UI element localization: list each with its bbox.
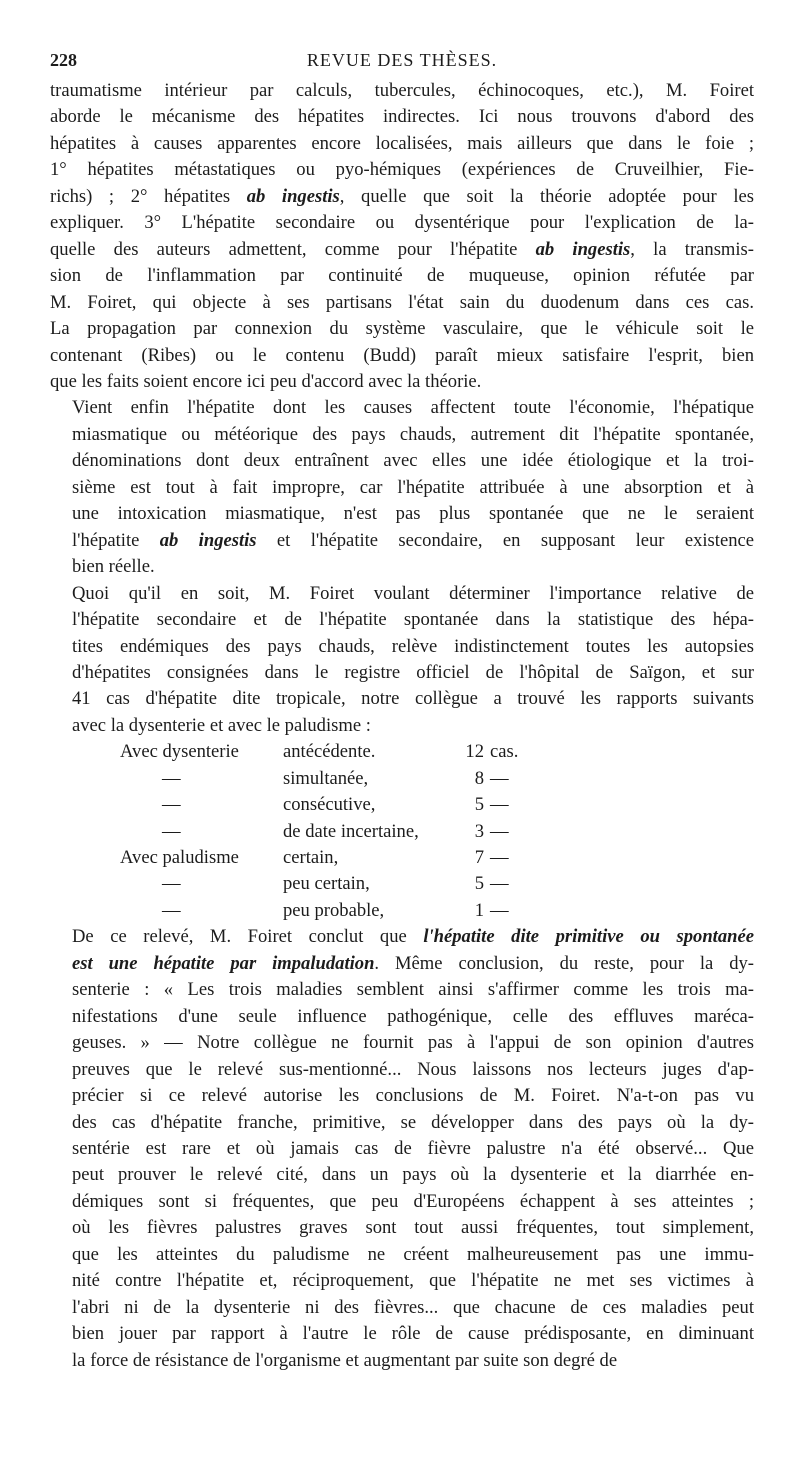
text-line: avec la dysenterie et avec le paludisme : (72, 714, 371, 736)
table-cell: antécédente. (283, 741, 376, 763)
text-line: précier si ce relevé autorise les conclusions de M. Foiret. N'a-t-on pas vu (72, 1085, 754, 1107)
table-cell: Avec paludisme (120, 846, 239, 868)
text-line: nifestations d'une seule influence pathogénique, celle des effluves maréca- (72, 1005, 754, 1027)
table-cell: consécutive, (283, 794, 376, 816)
table-cell: simultanée, (283, 767, 369, 789)
text-line: geuses. » — Notre collègue ne fournit pas à l'appui de son opinion d'autres (72, 1032, 754, 1054)
table-cell: certain, (283, 846, 339, 868)
table-cell: 8 (474, 767, 484, 789)
text-line: dénominations dont deux entraînent avec elles une idée étiologique et la troi- (72, 450, 754, 472)
text-line: preuves que le relevé sus-mentionné... Nous laissons nos lecteurs juges d'ap- (72, 1058, 754, 1080)
text-line: est une hépatite par impaludation. Même conclusion, du reste, pour la dy- (72, 952, 754, 974)
table-cell: peu probable, (283, 899, 385, 921)
text-line: sentérie est rare et où jamais cas de fièvre palustre n'a été observé... Que (72, 1137, 754, 1159)
text-line: aborde le mécanisme des hépatites indirectes. Ici nous trouvons d'abord des (50, 106, 754, 128)
text-line: l'hépatite ab ingestis et l'hépatite secondaire, en supposant leur existence (72, 529, 754, 551)
paragraph-statistics (50, 581, 754, 740)
text-line: miasmatique ou météorique des pays chauds, autrement dit l'hépatite spontanée, (72, 423, 754, 445)
text-line: bien jouer par rapport à l'autre le rôle de cause prédisposante, en diminuant (72, 1323, 754, 1345)
table-cell: — (162, 899, 181, 921)
text-line: nité contre l'hépatite et, réciproquement, que l'hépatite ne met ses victimes à (72, 1270, 754, 1292)
table-cell: Avec dysenterie (120, 741, 239, 763)
table-cell: peu certain, (283, 873, 370, 895)
text-line: 41 cas d'hépatite dite tropicale, notre collègue a trouvé les rapports suivants (72, 688, 754, 710)
table-cell: cas. (490, 741, 519, 763)
text-line: une intoxication miasmatique, n'est pas plus spontanée que ne le seraient (72, 503, 754, 525)
text-line: 1° hépatites métastatiques ou pyo-hémiques (expériences de Cruveilhier, Fie- (50, 159, 754, 181)
table-cell: — (162, 873, 181, 895)
text-line: que les faits soient encore ici peu d'accord avec la théorie. (50, 370, 482, 392)
page (50, 44, 754, 1374)
text-line: traumatisme intérieur par calculs, tubercules, échinocoques, etc.), M. Foiret (50, 80, 754, 101)
running-title: REVUE DES THÈSES. (306, 50, 498, 70)
table-row (50, 847, 754, 873)
text-line: richs) ; 2° hépatites ab ingestis, quelle que soit la théorie adoptée pour les (50, 185, 754, 207)
statistics-table (50, 739, 754, 924)
text-line: sième est tout à fait impropre, car l'hépatite attribuée à une absorption et à (72, 476, 754, 498)
text-line: d'hépatites consignées dans le registre officiel de l'hôpital de Saïgon, et sur (72, 661, 754, 683)
text-line: peut prouver le relevé cité, dans un pays où la dysenterie et la diarrhée en- (72, 1164, 754, 1186)
table-cell: 1 (474, 899, 484, 921)
table-cell: 3 (474, 820, 484, 842)
table-cell: — (490, 846, 509, 868)
table-cell: 5 (474, 794, 484, 816)
table-row (50, 794, 754, 820)
text-line: M. Foiret, qui objecte à ses partisans l'état sain du duodenum dans ces cas. (50, 291, 754, 313)
table-row (50, 873, 754, 899)
text-line: l'hépatite secondaire et de l'hépatite spontanée dans la statistique des hépa- (72, 609, 754, 631)
table-row (50, 741, 754, 767)
text-line: la force de résistance de l'organisme et augmentant par suite son degré de (72, 1349, 618, 1371)
table-cell: — (490, 820, 509, 842)
paragraph-mechanism (50, 78, 754, 395)
paragraph-spontaneous-hepatitis (50, 395, 754, 580)
text-line: Vient enfin l'hépatite dont les causes affectent toute l'économie, l'hépatique (72, 397, 754, 419)
page-number: 228 (50, 50, 77, 70)
text-line: des cas d'hépatite franche, primitive, se développer dans des pays où la dy- (72, 1111, 754, 1133)
text-line: La propagation par connexion du système vasculaire, que le véhicule soit le (50, 318, 754, 340)
text-line: sion de l'inflammation par continuité de muqueuse, opinion réfutée par (50, 265, 754, 287)
text-line: Quoi qu'il en soit, M. Foiret voulant déterminer l'importance relative de (72, 582, 754, 604)
text-line: expliquer. 3° L'hépatite secondaire ou dysentérique pour l'explication de la- (50, 212, 754, 234)
page-header (50, 44, 754, 78)
table-cell: — (162, 794, 181, 816)
table-cell: — (490, 794, 509, 816)
table-cell: 7 (474, 846, 484, 868)
text-line: où les fièvres palustres graves sont tout aussi fréquentes, tout simplement, (72, 1217, 754, 1239)
text-line: l'abri ni de la dysenterie ni des fièvres... que chacune de ces maladies peut (72, 1296, 754, 1318)
text-line: contenant (Ribes) ou le contenu (Budd) paraît mieux satisfaire l'esprit, bien (50, 344, 754, 366)
text-line: démiques sont si fréquentes, que peu d'Européens échappent à ses atteintes ; (72, 1190, 754, 1212)
table-cell: 5 (474, 873, 484, 895)
table-row (50, 900, 754, 926)
table-cell: — (490, 767, 509, 789)
text-line: De ce relevé, M. Foiret conclut que l'hépatite dite primitive ou spontanée (72, 926, 754, 948)
table-cell: — (490, 873, 509, 895)
table-row (50, 821, 754, 847)
text-line: que les atteintes du paludisme ne créent malheureusement pas une immu- (72, 1243, 754, 1265)
table-cell: 12 (465, 741, 484, 763)
text-line: tites endémiques des pays chauds, relève indistinctement toutes les autopsies (72, 635, 754, 657)
table-row (50, 768, 754, 794)
table-cell: — (162, 820, 181, 842)
paragraph-conclusion (50, 924, 754, 1374)
table-cell: — (162, 767, 181, 789)
text-line: hépatites à causes apparentes encore localisées, mais ailleurs que dans le foie ; (50, 132, 754, 154)
text-line: bien réelle. (72, 556, 155, 578)
table-cell: — (490, 899, 509, 921)
text-line: senterie : « Les trois maladies semblent ainsi s'affirmer comme les trois ma- (72, 979, 754, 1001)
table-cell: de date incertaine, (283, 820, 419, 842)
text-line: quelle des auteurs admettent, comme pour l'hépatite ab ingestis, la transmis- (50, 238, 754, 260)
